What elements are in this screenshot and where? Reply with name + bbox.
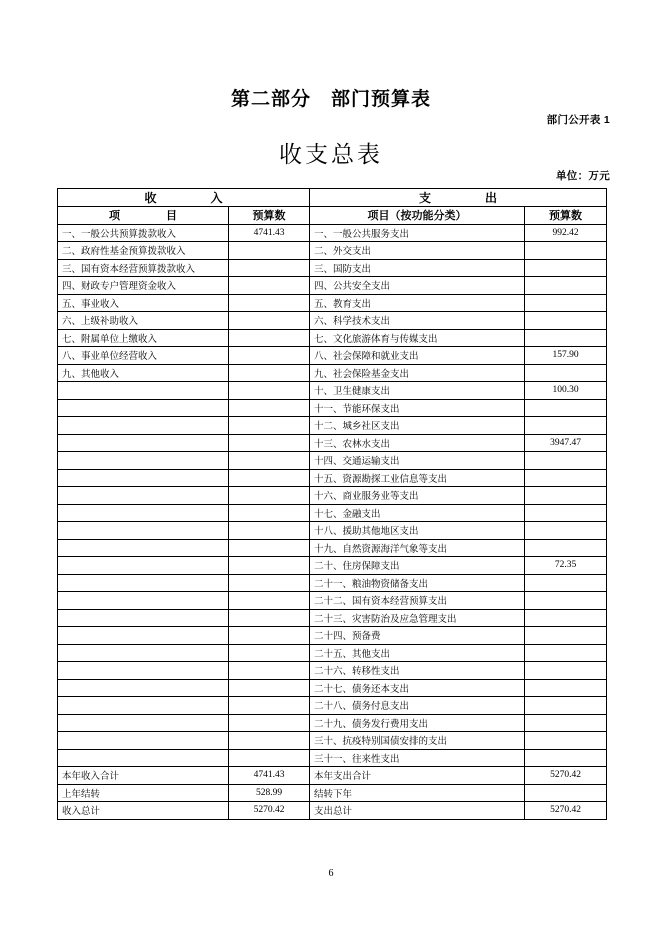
cell-income-amount (229, 434, 310, 452)
cell-expenditure-amount (525, 329, 607, 347)
cell-expenditure-amount (525, 609, 607, 627)
cell-expenditure-amount: 5270.42 (525, 767, 607, 785)
cell-expenditure-item: 二十七、债务还本支出 (310, 679, 525, 697)
cell-income-amount (229, 749, 310, 767)
column-header-row (58, 207, 607, 225)
table-header (58, 189, 607, 225)
cell-expenditure-item: 七、文化旅游体育与传媒支出 (310, 329, 525, 347)
cell-expenditure-amount (525, 784, 607, 802)
table-row (58, 277, 607, 295)
cell-income-item: 二、政府性基金预算拨款收入 (58, 242, 229, 260)
cell-expenditure-item: 十二、城乡社区支出 (310, 417, 525, 435)
cell-expenditure-item: 九、社会保险基金支出 (310, 364, 525, 382)
table-row (58, 627, 607, 645)
table-row (58, 644, 607, 662)
cell-income-item (58, 644, 229, 662)
cell-income-amount (229, 452, 310, 470)
cell-income-item (58, 539, 229, 557)
cell-income-amount (229, 522, 310, 540)
cell-income-item (58, 592, 229, 610)
cell-expenditure-item: 十六、商业服务业等支出 (310, 487, 525, 505)
cell-expenditure-item: 十八、援助其他地区支出 (310, 522, 525, 540)
table-row (58, 399, 607, 417)
table-summary-body (58, 767, 607, 820)
cell-income-item (58, 504, 229, 522)
cell-income-amount (229, 539, 310, 557)
table-row (58, 609, 607, 627)
budget-table (57, 188, 607, 820)
cell-income-amount: 5270.42 (229, 802, 310, 820)
cell-expenditure-item: 二十二、国有资本经营预算支出 (310, 592, 525, 610)
cell-expenditure-item: 三十一、往来性支出 (310, 749, 525, 767)
cell-expenditure-item: 二十一、粮油物资储备支出 (310, 574, 525, 592)
cell-expenditure-item: 十、卫生健康支出 (310, 382, 525, 400)
cell-expenditure-amount (525, 364, 607, 382)
cell-income-item (58, 434, 229, 452)
cell-expenditure-amount: 100.30 (525, 382, 607, 400)
table-summary-row (58, 767, 607, 785)
cell-expenditure-amount (525, 592, 607, 610)
cell-income-amount (229, 714, 310, 732)
cell-expenditure-amount (525, 417, 607, 435)
cell-expenditure-amount (525, 522, 607, 540)
cell-income-amount (229, 644, 310, 662)
table-row (58, 539, 607, 557)
cell-income-amount (229, 504, 310, 522)
cell-expenditure-amount (525, 644, 607, 662)
table-row (58, 592, 607, 610)
cell-income-item: 九、其他收入 (58, 364, 229, 382)
table-row (58, 679, 607, 697)
cell-income-amount (229, 697, 310, 715)
cell-income-amount (229, 347, 310, 365)
cell-income-item (58, 574, 229, 592)
cell-income-item (58, 609, 229, 627)
table-row (58, 294, 607, 312)
cell-expenditure-item: 支出总计 (310, 802, 525, 820)
cell-income-amount (229, 487, 310, 505)
table-row (58, 329, 607, 347)
cell-income-item: 五、事业收入 (58, 294, 229, 312)
cell-income-amount (229, 592, 310, 610)
table-summary-row (58, 802, 607, 820)
table-row (58, 224, 607, 242)
cell-expenditure-amount (525, 487, 607, 505)
cell-income-amount (229, 732, 310, 750)
cell-expenditure-amount: 72.35 (525, 557, 607, 575)
cell-expenditure-amount (525, 294, 607, 312)
cell-income-amount (229, 557, 310, 575)
cell-income-item: 八、事业单位经营收入 (58, 347, 229, 365)
cell-expenditure-amount: 5270.42 (525, 802, 607, 820)
cell-income-amount (229, 399, 310, 417)
cell-expenditure-amount (525, 452, 607, 470)
cell-income-amount: 4741.43 (229, 767, 310, 785)
cell-income-item: 收入总计 (58, 802, 229, 820)
budget-table-container (57, 188, 606, 820)
table-row (58, 434, 607, 452)
cell-expenditure-amount (525, 714, 607, 732)
table-row (58, 732, 607, 750)
cell-expenditure-item: 十九、自然资源海洋气象等支出 (310, 539, 525, 557)
cell-expenditure-item: 二十八、债务付息支出 (310, 697, 525, 715)
cell-income-amount (229, 364, 310, 382)
cell-income-item (58, 714, 229, 732)
form-number-label: 部门公开表 1 (546, 114, 610, 126)
cell-income-item (58, 399, 229, 417)
table-row (58, 469, 607, 487)
cell-expenditure-amount (525, 504, 607, 522)
cell-income-item (58, 417, 229, 435)
cell-expenditure-item: 二十四、预备费 (310, 627, 525, 645)
cell-expenditure-amount (525, 242, 607, 260)
table-row (58, 382, 607, 400)
cell-expenditure-amount: 157.90 (525, 347, 607, 365)
cell-income-amount (229, 574, 310, 592)
cell-expenditure-item: 二十五、其他支出 (310, 644, 525, 662)
cell-expenditure-amount (525, 399, 607, 417)
cell-income-item: 七、附属单位上缴收入 (58, 329, 229, 347)
cell-expenditure-item: 十五、资源勘探工业信息等支出 (310, 469, 525, 487)
table-row (58, 697, 607, 715)
cell-expenditure-item: 二、外交支出 (310, 242, 525, 260)
cell-income-item (58, 627, 229, 645)
section-header-income: 收 入 (58, 189, 310, 207)
cell-income-item: 本年收入合计 (58, 767, 229, 785)
cell-income-item (58, 557, 229, 575)
cell-expenditure-amount (525, 627, 607, 645)
cell-income-item: 四、财政专户管理资金收入 (58, 277, 229, 295)
cell-expenditure-amount (525, 469, 607, 487)
cell-income-amount (229, 329, 310, 347)
cell-expenditure-amount (525, 259, 607, 277)
cell-income-item (58, 679, 229, 697)
cell-income-amount (229, 277, 310, 295)
cell-expenditure-item: 十三、农林水支出 (310, 434, 525, 452)
cell-expenditure-item: 四、公共安全支出 (310, 277, 525, 295)
cell-expenditure-item: 八、社会保障和就业支出 (310, 347, 525, 365)
cell-income-item (58, 732, 229, 750)
cell-expenditure-item: 十一、节能环保支出 (310, 399, 525, 417)
cell-expenditure-item: 二十三、灾害防治及应急管理支出 (310, 609, 525, 627)
cell-expenditure-item: 二十、住房保障支出 (310, 557, 525, 575)
table-row (58, 347, 607, 365)
cell-income-amount (229, 469, 310, 487)
table-row (58, 312, 607, 330)
cell-expenditure-item: 六、科学技术支出 (310, 312, 525, 330)
cell-income-item (58, 522, 229, 540)
cell-expenditure-item: 十七、金融支出 (310, 504, 525, 522)
cell-expenditure-amount (525, 277, 607, 295)
cell-income-item (58, 452, 229, 470)
section-header-row (58, 189, 607, 207)
cell-income-amount: 4741.43 (229, 224, 310, 242)
cell-income-amount (229, 417, 310, 435)
cell-income-item: 六、上级补助收入 (58, 312, 229, 330)
cell-income-amount (229, 382, 310, 400)
cell-income-item (58, 382, 229, 400)
cell-income-amount (229, 242, 310, 260)
cell-expenditure-amount (525, 574, 607, 592)
table-row (58, 242, 607, 260)
cell-expenditure-item: 结转下年 (310, 784, 525, 802)
table-row (58, 504, 607, 522)
cell-expenditure-amount (525, 749, 607, 767)
cell-expenditure-item: 一、一般公共服务支出 (310, 224, 525, 242)
cell-expenditure-amount (525, 539, 607, 557)
cell-income-amount (229, 259, 310, 277)
cell-expenditure-item: 二十六、转移性支出 (310, 662, 525, 680)
cell-income-item: 一、一般公共预算拨款收入 (58, 224, 229, 242)
part-title: 第二部分 部门预算表 (230, 89, 431, 110)
cell-income-item (58, 697, 229, 715)
table-row (58, 522, 607, 540)
table-row (58, 662, 607, 680)
page-number: 6 (328, 868, 334, 879)
section-header-expenditure: 支 出 (310, 189, 607, 207)
page-title: 收支总表 (279, 142, 383, 167)
cell-expenditure-amount (525, 662, 607, 680)
table-row (58, 714, 607, 732)
table-row (58, 574, 607, 592)
cell-expenditure-amount (525, 697, 607, 715)
table-row (58, 487, 607, 505)
table-row (58, 417, 607, 435)
cell-expenditure-amount (525, 312, 607, 330)
cell-income-amount (229, 679, 310, 697)
cell-income-item (58, 469, 229, 487)
cell-income-amount (229, 609, 310, 627)
cell-expenditure-amount (525, 679, 607, 697)
table-row (58, 364, 607, 382)
column-header-expenditure-item: 项目（按功能分类） (310, 207, 525, 225)
cell-income-item (58, 487, 229, 505)
column-header-income-amount: 预算数 (229, 207, 310, 225)
cell-expenditure-amount: 992.42 (525, 224, 607, 242)
cell-expenditure-item: 三、国防支出 (310, 259, 525, 277)
cell-income-amount (229, 627, 310, 645)
column-header-income-item: 项 目 (58, 207, 229, 225)
unit-note: 单位：万元 (556, 170, 610, 182)
cell-income-amount (229, 312, 310, 330)
cell-income-item: 三、国有资本经营预算拨款收入 (58, 259, 229, 277)
cell-income-amount: 528.99 (229, 784, 310, 802)
cell-expenditure-item: 二十九、债务发行费用支出 (310, 714, 525, 732)
cell-expenditure-item: 本年支出合计 (310, 767, 525, 785)
table-summary-row (58, 784, 607, 802)
cell-income-item: 上年结转 (58, 784, 229, 802)
table-body (58, 224, 607, 767)
cell-expenditure-item: 十四、交通运输支出 (310, 452, 525, 470)
cell-income-amount (229, 294, 310, 312)
cell-income-item (58, 749, 229, 767)
column-header-expenditure-amount: 预算数 (525, 207, 607, 225)
table-row (58, 452, 607, 470)
cell-expenditure-item: 三十、抗疫特别国债安排的支出 (310, 732, 525, 750)
table-row (58, 749, 607, 767)
cell-expenditure-amount (525, 732, 607, 750)
cell-expenditure-item: 五、教育支出 (310, 294, 525, 312)
cell-income-amount (229, 662, 310, 680)
cell-expenditure-amount: 3947.47 (525, 434, 607, 452)
cell-income-item (58, 662, 229, 680)
table-row (58, 259, 607, 277)
table-row (58, 557, 607, 575)
